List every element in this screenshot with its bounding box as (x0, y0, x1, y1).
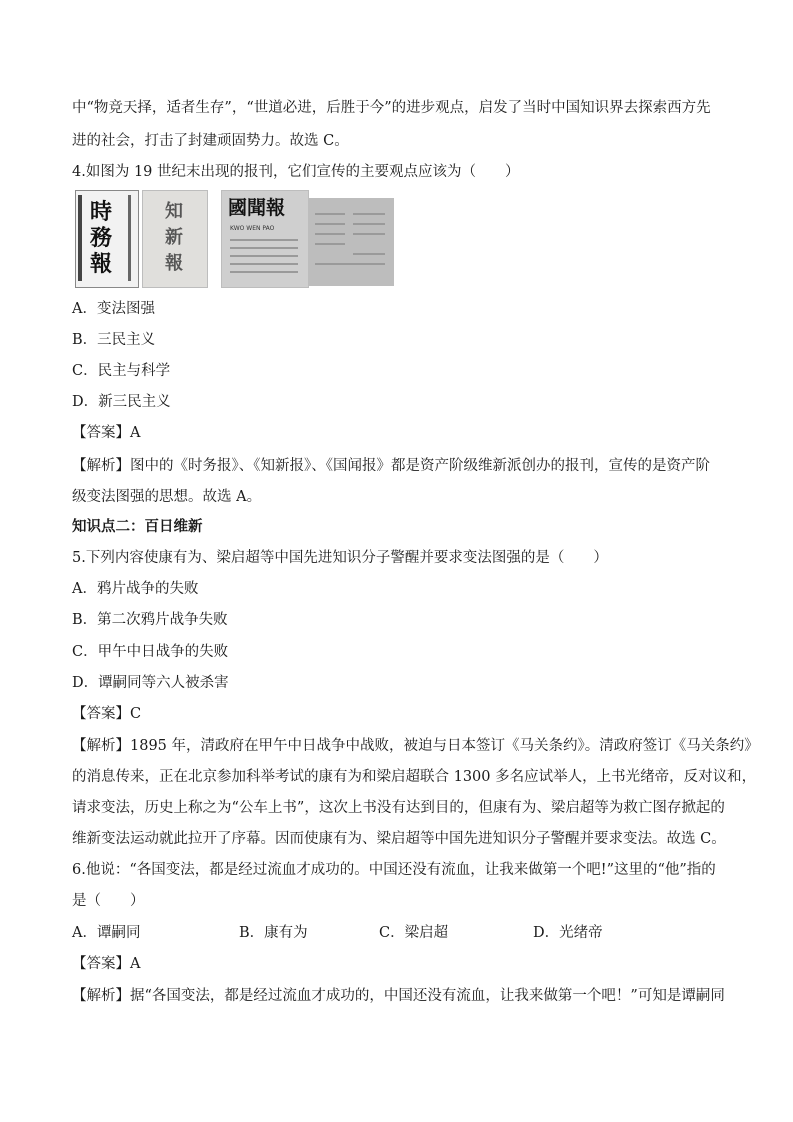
option-d: D．新三民主义 (72, 394, 171, 410)
guowen-newspaper-image (221, 190, 309, 288)
answer-label: 【答案】A (72, 956, 141, 972)
newspaper-title-char: 時 (90, 199, 113, 225)
text-line: 进的社会，打击了封建顽固势力。故选 C。 (72, 133, 349, 149)
newspaper-title-char: 聞 (247, 197, 267, 219)
section-heading: 知识点二：百日维新 (72, 518, 203, 535)
explanation-text: 【解析】1895 年，清政府在甲午中日战争中战败，被迫与日本签订《马关条约》。清政府签订《马关条约》 (72, 738, 759, 754)
shiwu-newspaper-image (75, 190, 139, 288)
newspaper-title-char: 新 (165, 227, 183, 248)
option-c: C．民主与科学 (72, 363, 171, 379)
question-6: 6.他说：“各国变法，都是经过流血才成功的。中国还没有流血，让我来做第一个吧!”这里的“他”指的 (72, 862, 716, 878)
option-d: D．光绪帝 (533, 925, 603, 941)
guowen-newspaper-pages-image (308, 198, 394, 286)
newspaper-title-char: 報 (266, 197, 286, 219)
newspaper-title-char: 報 (90, 251, 113, 277)
option-d: D．谭嗣同等六人被杀害 (72, 675, 229, 691)
option-c: C．梁启超 (379, 925, 449, 941)
explanation-text: 请求变法，历史上称之为“公车上书”，这次上书没有达到目的，但康有为、梁启超等为救亡图存掀起的 (72, 800, 725, 816)
newspaper-title-char: 國 (228, 197, 248, 219)
newspaper-images (72, 190, 392, 290)
newspaper-title-char: 務 (90, 225, 113, 251)
option-c: C．甲午中日战争的失败 (72, 644, 229, 660)
explanation-text: 的消息传来，正在北京参加科举考试的康有为和梁启超联合 1300 多名应试举人，上书光绪帝，反对议和， (72, 769, 757, 785)
question-5: 5.下列内容使康有为、梁启超等中国先进知识分子警醒并要求变法图强的是（ ） (72, 550, 608, 566)
option-b: B．第二次鸦片战争失败 (72, 612, 228, 628)
explanation-text: 【解析】据“各国变法，都是经过流血才成功的，中国还没有流血，让我来做第一个吧！”可知是谭嗣同 (72, 988, 725, 1004)
newspaper-title-char: 報 (165, 253, 183, 274)
answer-label: 【答案】C (72, 706, 142, 722)
option-a: A．鸦片战争的失败 (72, 581, 199, 597)
option-b: B．康有为 (239, 925, 308, 941)
explanation-text: 维新变法运动就此拉开了序幕。因而使康有为、梁启超等中国先进知识分子警醒并要求变法。故选 C。 (72, 831, 726, 847)
explanation-text: 【解析】图中的《时务报》、《知新报》、《国闻报》都是资产阶级维新派创办的报刊，宣传的是资产阶 (72, 458, 710, 474)
newspaper-subtitle: KWO WEN PAO (230, 225, 275, 232)
option-a: A．变法图强 (72, 301, 155, 317)
option-b: B．三民主义 (72, 332, 156, 348)
text-line: 中“物竞天择，适者生存”，“世道必进，后胜于今”的进步观点，启发了当时中国知识界去探索西方先 (72, 100, 711, 116)
newspaper-title-char: 知 (165, 201, 183, 222)
question-6-continued: 是（ ） (72, 893, 145, 909)
answer-label: 【答案】A (72, 425, 141, 441)
explanation-text: 级变法图强的思想。故选 A。 (72, 489, 262, 505)
question-4: 4.如图为 19 世纪末出现的报刊，它们宣传的主要观点应该为（ ） (72, 164, 520, 180)
zhixin-newspaper-image (142, 190, 208, 288)
option-a: A．谭嗣同 (72, 925, 141, 941)
